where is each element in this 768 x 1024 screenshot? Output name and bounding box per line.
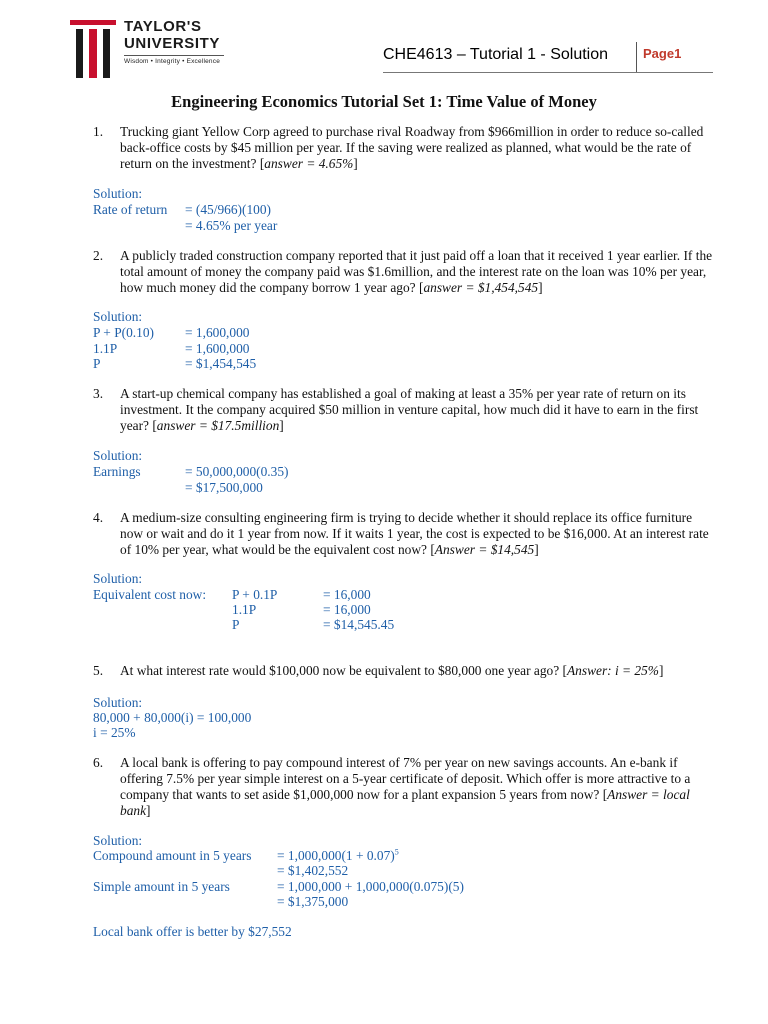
- question-5: 5. At what interest rate would $100,000 now be equivalent to $80,000 one year ago? [Answer: i = 25%]: [93, 663, 664, 678]
- question-text: A local bank is offering to pay compound interest of 7% per year on new savings accounts. An e-bank if offering 7.5% per year simple interest on a 5-year certificate of deposit. Which offer is more attractive to a company that wants to set aside $1,000,000 now for a plant expansion 5 years from now? [: [120, 755, 691, 802]
- solution-label: Solution:: [93, 695, 143, 710]
- question-text: A start-up chemical company has established a goal of making at least a 35% per year rate of return on its investment. It the company acquired $50 million in venture capital, how much did it have to earn in the first year? [: [120, 386, 699, 433]
- question-text: Trucking giant Yellow Corp agreed to purchase rival Roadway from $966million in order to reduce so-called back-office costs by $45 million per year. If the saving were realized as planned, what would be the rate of return on the investment? [: [120, 124, 704, 171]
- question-text: At what interest rate would $100,000 now be equivalent to $80,000 one year ago? [: [120, 663, 567, 678]
- question-number: 4.: [93, 510, 104, 525]
- question-number: 3.: [93, 386, 104, 401]
- question-answer: Answer = local bank: [120, 787, 690, 818]
- question-answer: answer = $17.5million: [156, 418, 280, 433]
- question-2: 2. A publicly traded construction company reported that it just paid off a loan that it received 1 year earlier. If the total amount of money the company paid was $1.6million, and the interest rate on the loan was 10% per year, how much money did the company borrow 1 year ago? [answer = $1,454,545]: [93, 248, 713, 295]
- question-3: 3. A start-up chemical company has established a goal of making at least a 35% per year rate of return on its investment. It the company acquired $50 million in venture capital, how much did it have to earn in the first year? [answer = $17.5million]: [93, 386, 699, 433]
- question-4: 4. A medium-size consulting engineering firm is trying to decide whether it should replace its office furniture now or wait and do it 1 year from now. If it waits 1 year, the cost is expected to be $16,000. At an interest rate of 10% per year, what would be the equivalent cost now? [Answer = $14,545]: [93, 510, 709, 557]
- solution-label: Solution:: [93, 309, 143, 324]
- question-answer: Answer: i = 25%: [566, 663, 659, 678]
- question-text: A publicly traded construction company reported that it just paid off a loan that it received 1 year earlier. If the total amount of money the company paid was $1.6million, and the interest rate on the loan was 10% per year, how much money did the company borrow 1 year ago? [: [120, 248, 713, 295]
- question-answer: Answer = $14,545: [434, 542, 535, 557]
- question-number: 6.: [93, 755, 104, 770]
- solution-conclusion: Local bank offer is better by $27,552: [93, 924, 292, 939]
- page-number: Page1: [643, 46, 682, 61]
- question-answer: answer = 4.65%: [264, 156, 354, 171]
- doc-header-label: CHE4613 – Tutorial 1 - Solution: [383, 46, 609, 63]
- taylors-logo-icon: [70, 20, 116, 78]
- question-number: 5.: [93, 663, 104, 678]
- logo-wordmark: TAYLOR'S UNIVERSITY: [124, 18, 221, 52]
- header-divider: [636, 42, 637, 72]
- solution-label: Solution:: [93, 448, 143, 463]
- question-answer: answer = $1,454,545: [423, 280, 539, 295]
- question-6: 6. A local bank is offering to pay compound interest of 7% per year on new savings accounts. An e-bank if offering 7.5% per year simple interest on a 5-year certificate of deposit. Which offer is more attractive to a company that wants to set aside $1,000,000 now for a plant expansion 5 years from now? [Answer = local bank]: [93, 755, 691, 818]
- question-number: 1.: [93, 124, 104, 139]
- logo-tagline: Wisdom • Integrity • Excellence: [124, 58, 221, 65]
- logo-divider: [124, 55, 224, 56]
- header-rule: [383, 72, 713, 73]
- question-1: 1. Trucking giant Yellow Corp agreed to purchase rival Roadway from $966million in order to reduce so-called back-office costs by $45 million per year. If the saving were realized as planned, what would be the rate of return on the investment? [answer = 4.65%]: [93, 124, 704, 171]
- question-number: 2.: [93, 248, 104, 263]
- question-text: A medium-size consulting engineering firm is trying to decide whether it should replace its office furniture now or wait and do it 1 year from now. If it waits 1 year, the cost is expected to be $16,000. At an interest rate of 10% per year, what would be the equivalent cost now? [: [120, 510, 709, 557]
- solution-label: Solution:: [93, 833, 143, 848]
- solution-label: Solution:: [93, 186, 143, 201]
- solution-label: Solution:: [93, 571, 143, 586]
- page-title: Engineering Economics Tutorial Set 1: Time Value of Money: [171, 92, 597, 111]
